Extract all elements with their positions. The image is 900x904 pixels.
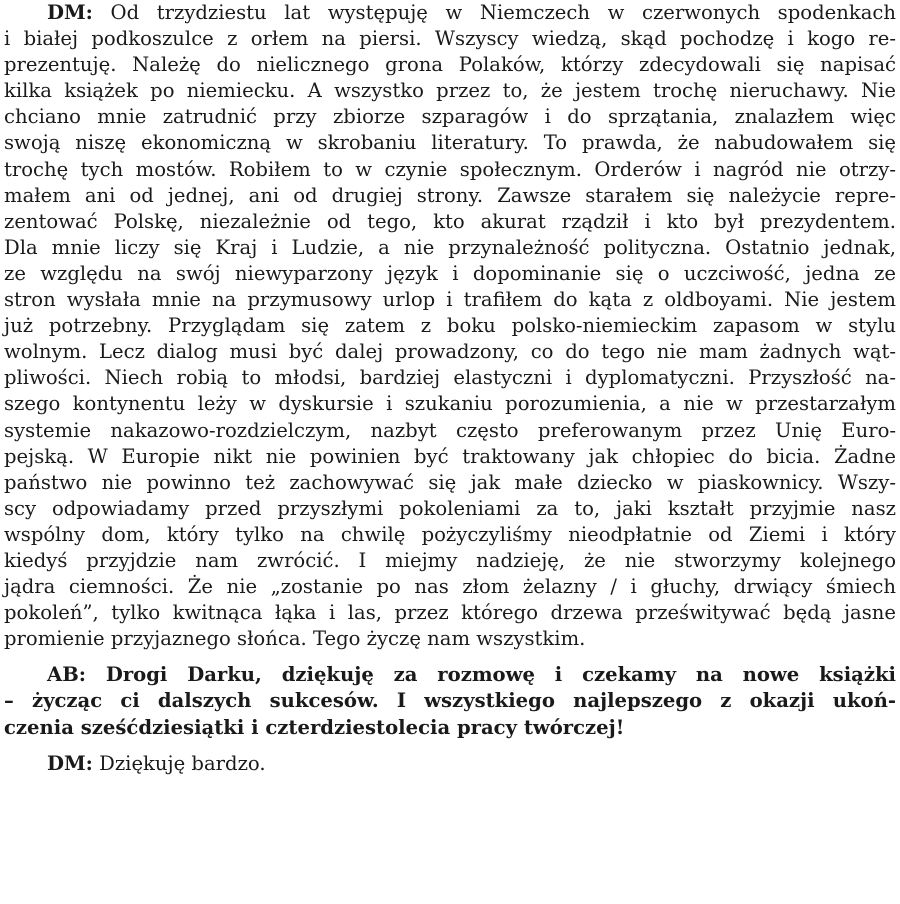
- text-line: jądra ciemności. Że nie „zostanie po nas złom żelazny / i głuchy, drwiący śmiech: [4, 575, 896, 599]
- paragraph-ab-question: [4, 662, 896, 740]
- text-line: swoją niszę ekonomiczną w skrobaniu literatury. To prawda, że nabudowałem się: [4, 131, 896, 155]
- speaker-label: DM:: [47, 751, 93, 775]
- text-line: promienie przyjaznego słońca. Tego życzę nam wszystkim.: [4, 627, 586, 651]
- text-line: małem ani od jednej, ani od drugiej strony. Zawsze starałem się należycie repre-: [4, 183, 896, 207]
- text-line: chciano mnie zatrudnić przy zbiorze szparagów i do sprzątania, znalazłem więc: [4, 105, 896, 129]
- text-line: pejską. W Europie nikt nie powinien być traktowany jak chłopiec do bicia. Żadne: [4, 444, 896, 468]
- text-line: scy odpowiadamy przed przyszłymi pokoleniami za to, jaki kształt przyjmie nasz: [4, 496, 896, 520]
- text-line: stron wysłała mnie na przymusowy urlop i trafiłem do kąta z oldboyami. Nie jestem: [4, 288, 896, 312]
- text-line: i białej podkoszulce z orłem na piersi. Wszyscy wiedzą, skąd pochodzę i kogo re-: [4, 27, 896, 51]
- text-line: AB: Drogi Darku, dziękuję za rozmowę i czekamy na nowe książki: [47, 663, 896, 687]
- paragraph-dm-closing: [4, 751, 896, 777]
- text-line: kilka książek po niemiecku. A wszystko przez to, że jestem trochę nieruchawy. Nie: [4, 79, 896, 103]
- text-line: szego kontynentu leży w dyskursie i szukaniu porozumienia, a nie w przestarzałym: [4, 392, 896, 416]
- text-line: Dla mnie liczy się Kraj i Ludzie, a nie przynależność polityczna. Ostatnio jednak,: [4, 235, 896, 259]
- text-line: pokoleń”, tylko kwitnąca łąka i las, przez którego drzewa prześwitywać będą jasne: [4, 601, 896, 625]
- text-line: kiedyś przyjdzie nam zwrócić. I miejmy nadzieję, że nie stworzymy kolejnego: [4, 548, 896, 572]
- speaker-label: DM:: [47, 1, 93, 24]
- text-line: DM: Od trzydziestu lat występuję w Niemczech w czerwonych spodenkach: [47, 1, 896, 24]
- text-line: – życząc ci dalszych sukcesów. I wszystkiego najlepszego z okazji ukoń-: [4, 689, 896, 713]
- speaker-label: AB:: [47, 663, 86, 687]
- text-line: prezentuję. Należę do nielicznego grona Polaków, którzy zdecydowali się napisać: [4, 53, 896, 77]
- text-line: trochę tych mostów. Robiłem to w czynie społecznym. Orderów i nagród nie otrzy-: [4, 157, 896, 181]
- text-line: już potrzebny. Przyglądam się zatem z boku polsko-niemieckim zapasom w stylu: [4, 314, 896, 338]
- text-line: czenia sześćdziesiątki i czterdziestolecia pracy twórczej!: [4, 715, 625, 739]
- text-line: DM: Dziękuję bardzo.: [47, 751, 266, 775]
- text-line: wspólny dom, który tylko na chwilę pożyczyliśmy nieodpłatnie od Ziemi i który: [4, 522, 896, 546]
- text-line: zentować Polskę, niezależnie od tego, kto akurat rządził i kto był prezydentem.: [4, 209, 896, 233]
- paragraph-dm-answer: [4, 0, 896, 652]
- text-line: systemie nakazowo-rozdzielczym, nazbyt często preferowanym przez Unię Euro-: [4, 418, 896, 442]
- document-page: [4, 0, 896, 777]
- text-line: państwo nie powinno też zachowywać się jak małe dziecko w piaskownicy. Wszy-: [4, 470, 896, 494]
- text-line: wolnym. Lecz dialog musi być dalej prowadzony, co do tego nie mam żadnych wąt-: [4, 340, 896, 364]
- text-line: pliwości. Niech robią to młodsi, bardziej elastyczni i dyplomatyczni. Przyszłość na-: [4, 366, 896, 390]
- text-line: ze względu na swój niewyparzony język i dopominanie się o uczciwość, jedna ze: [4, 261, 896, 285]
